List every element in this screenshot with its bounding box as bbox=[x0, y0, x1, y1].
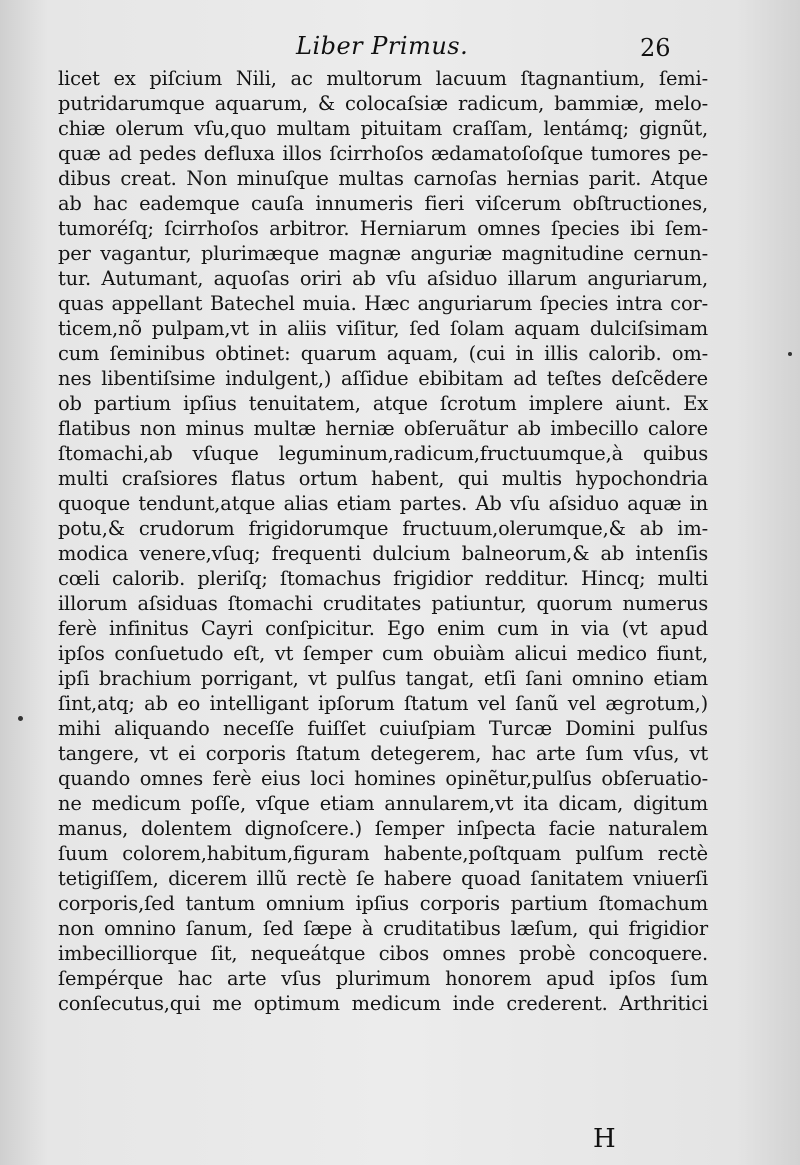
text-line: licet ex piſcium Nili, ac multorum lacuum ſtagnantium, ſemi- bbox=[58, 67, 708, 90]
text-line: quoque tendunt,atque alias etiam partes. Ab vſu aſsiduo aquæ in bbox=[58, 492, 708, 515]
text-line: imbecilliorque ſit, nequeátque cibos omnes probè concoquere. bbox=[58, 942, 708, 965]
text-line: per vagantur, plurimæque magnæ anguriæ magnitudine cernun- bbox=[58, 242, 708, 265]
text-line: nes libentiſsime indulgent,) aſſidue ebibitam ad teſtes deſcẽdere bbox=[58, 367, 708, 390]
text-line: tetigiſſem, dicerem illũ rectè ſe habere quoad ſanitatem vniuerſi bbox=[58, 867, 708, 890]
text-line: putridarumque aquarum, & colocaſsiæ radicum, bammiæ, melo- bbox=[58, 92, 708, 115]
text-line: quæ ad pedes defluxa illos ſcirrhoſos ædamatoſoſque tumores pe- bbox=[58, 142, 708, 165]
text-line: ferè infinitus Cayri conſpicitur. Ego enim cum in via (vt apud bbox=[58, 617, 708, 640]
text-line: multi craſsiores flatus ortum habent, qui multis hypochondria bbox=[58, 467, 708, 490]
text-line: ſempérque hac arte vſus plurimum honorem apud ipſos ſum bbox=[58, 967, 708, 990]
text-line: ſuum colorem,habitum,figuram habente,poſtquam pulſum rectè bbox=[58, 842, 708, 865]
text-line: conſecutus,qui me optimum medicum inde crederent. Arthritici bbox=[58, 992, 708, 1015]
ink-speck bbox=[18, 716, 23, 721]
text-line: ſtomachi,ab vſuque leguminum,radicum,fructuumque,à quibus bbox=[58, 442, 708, 465]
text-line: modica venere,vſuq; frequenti dulcium balneorum,& ab intenſis bbox=[58, 542, 708, 565]
signature-mark: H bbox=[593, 1124, 616, 1154]
text-line: potu,& crudorum frigidorumque fructuum,olerumque,& ab im- bbox=[58, 517, 708, 540]
ink-speck bbox=[788, 352, 792, 356]
text-line: manus, dolentem dignoſcere.) ſemper inſpecta facie naturalem bbox=[58, 817, 708, 840]
page-header bbox=[0, 26, 800, 66]
text-line: tumoréſq; ſcirrhoſos arbitror. Herniarum omnes ſpecies ibi ſem- bbox=[58, 217, 708, 240]
text-line: cum ſeminibus obtinet: quarum aquam, (cui in illis calorib. om- bbox=[58, 342, 708, 365]
text-line: quando omnes ferè eius loci homines opinẽtur,pulſus obſeruatio- bbox=[58, 767, 708, 790]
text-line: dibus creat. Non minuſque multas carnoſas hernias parit. Atque bbox=[58, 167, 708, 190]
text-line: quas appellant Batechel muia. Hæc anguriarum ſpecies intra cor- bbox=[58, 292, 708, 315]
text-line: ne medicum poſſe, vſque etiam annularem,vt ita dicam, digitum bbox=[58, 792, 708, 815]
text-line: ipſos conſuetudo eſt, vt ſemper cum obuiàm alicui medico fiunt, bbox=[58, 642, 708, 665]
text-line: cœli calorib. pleriſq; ſtomachus frigidior redditur. Hincq; multi bbox=[58, 567, 708, 590]
running-head: Liber Primus. bbox=[296, 32, 469, 60]
text-line: ob partium ipſius tenuitatem, atque ſcrotum implere aiunt. Ex bbox=[58, 392, 708, 415]
text-line: illorum aſsiduas ſtomachi cruditates patiuntur, quorum numerus bbox=[58, 592, 708, 615]
text-line: mihi aliquando neceſſe fuiſſet cuiuſpiam Turcæ Domini pulſus bbox=[58, 717, 708, 740]
text-line: tur. Autumant, aquoſas oriri ab vſu aſsiduo illarum anguriarum, bbox=[58, 267, 708, 290]
text-line: ſint,atq; ab eo intelligant ipſorum ſtatum vel ſanũ vel ægrotum,) bbox=[58, 692, 708, 715]
text-line: ipſi brachium porrigant, vt pulſus tangat, etſi ſani omnino etiam bbox=[58, 667, 708, 690]
text-line: ticem,nõ pulpam,vt in aliis viſitur, ſed ſolam aquam dulciſsimam bbox=[58, 317, 708, 340]
text-line: non omnino ſanum, ſed ſæpe à cruditatibus læſum, qui frigidior bbox=[58, 917, 708, 940]
text-line: flatibus non minus multæ herniæ obſeruãtur ab imbecillo calore bbox=[58, 417, 708, 440]
text-line: chiæ olerum vſu,quo multam pituitam craſſam, lentámq; gignũt, bbox=[58, 117, 708, 140]
text-line: ab hac eademque cauſa innumeris fieri viſcerum obſtructiones, bbox=[58, 192, 708, 215]
body-text bbox=[58, 66, 708, 1016]
text-line: tangere, vt ei corporis ſtatum detegerem, hac arte ſum vſus, vt bbox=[58, 742, 708, 765]
text-line: corporis,ſed tantum omnium ipſius corporis partium ſtomachum bbox=[58, 892, 708, 915]
page-number: 26 bbox=[640, 34, 671, 62]
